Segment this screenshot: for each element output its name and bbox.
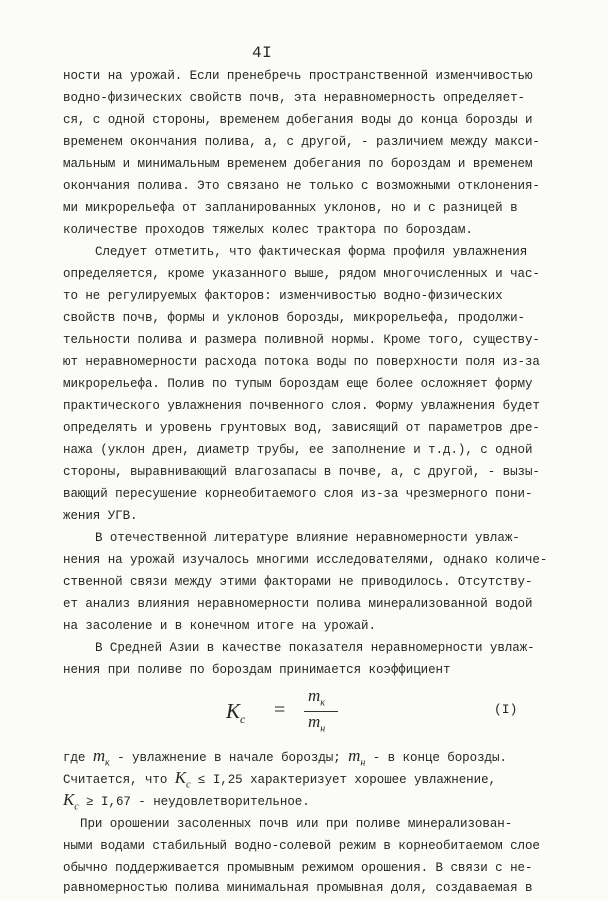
text-line: свойств почв, формы и уклонов борозды, микрорельефа, продолжи- <box>63 311 525 325</box>
definition-line: где $m_к$ - увлажнение в начале борозды; $m_н$ - в конце борозды. <box>63 746 507 769</box>
definition-line: $K_c \ge I,67$ - неудовлетворительное. <box>63 790 310 813</box>
text-line: нажа (уклон дрен, диаметр трубы, ее заполнение и т.д.), с одной <box>63 443 533 457</box>
text-line: нения при поливе по бороздам принимается коэффициент <box>63 663 451 677</box>
text-line: вающий пересушение корнеобитаемого слоя из-за чрезмерного пони- <box>63 487 533 501</box>
text-line: количестве проходов тяжелых колес трактора по бороздам. <box>63 223 473 237</box>
text-line: нения на урожай изучалось многими исследователями, однако количе- <box>63 553 548 567</box>
text-line: ет анализ влияния неравномерности полива минерализованной водой <box>63 597 533 611</box>
text-line: мальным и минимальным временем добегания по бороздам и временем <box>63 157 533 171</box>
text-line: ными водами стабильный водно-солевой режим в корнеобитаемом слое <box>63 839 540 853</box>
text-line: ственной связи между этими факторами не приводилось. Отсутству- <box>63 575 533 589</box>
definition-line: Считается, что $K_c \le I,25$ характеризует хорошее увлажнение, <box>63 768 496 791</box>
formula-numerator: $m_к$ <box>308 686 325 709</box>
text-line: тельности полива и размера поливной нормы. Кроме того, существу- <box>63 333 540 347</box>
text-line: окончания полива. Это связано не только с возможными отклонения- <box>63 179 540 193</box>
formula-equals: = <box>274 699 286 721</box>
text-line: В отечественной литературе влияние неравномерности увлаж- <box>95 531 520 545</box>
text-line: ми микрорельефа от запланированных уклонов, но и с разницей в <box>63 201 518 215</box>
text-line: ют неравномерности расхода потока воды по поверхности поля из-за <box>63 355 540 369</box>
equation-number: (I) <box>494 702 518 717</box>
page-number: 4I <box>252 44 273 62</box>
formula-lhs: $K_c$ <box>226 699 246 727</box>
text-line: При орошении засоленных почв или при поливе минерализован- <box>80 817 513 831</box>
text-line: временем окончания полива, а, с другой, - различием между макси- <box>63 135 540 149</box>
text-line: на засоление и в конечном итоге на урожай. <box>63 619 376 633</box>
formula-denominator: $m_н$ <box>308 712 326 735</box>
text-line: ся, с одной стороны, временем добегания воды до конца борозды и <box>63 113 533 127</box>
text-line: то не регулируемых факторов: изменчивостью водно-физических <box>63 289 503 303</box>
text-line: определяется, кроме указанного выше, рядом многочисленных и час- <box>63 267 540 281</box>
text-line: жения УГВ. <box>63 509 138 523</box>
text-line: стороны, выравнивающий влагозапасы в почве, а, с другой, - вызы- <box>63 465 540 479</box>
text-line: В Средней Азии в качестве показателя неравномерности увлаж- <box>95 641 535 655</box>
text-line: обычно поддерживается промывным режимом орошения. В связи с не- <box>63 861 533 875</box>
text-line: Следует отметить, что фактическая форма профиля увлажнения <box>95 245 528 259</box>
text-line: равномерностью полива минимальная промывная доля, создаваемая в <box>63 881 533 895</box>
text-line: водно-физических свойств почв, эта неравномерность определяет- <box>63 91 525 105</box>
text-line: микрорельефа. Полив по тупым бороздам еще более осложняет форму <box>63 377 533 391</box>
text-line: практического увлажнения почвенного слоя. Форму увлажнения будет <box>63 399 540 413</box>
text-line: определять и уровень грунтовых вод, зависящий от параметров дре- <box>63 421 540 435</box>
text-line: ности на урожай. Если пренебречь пространственной изменчивостью <box>63 69 533 83</box>
